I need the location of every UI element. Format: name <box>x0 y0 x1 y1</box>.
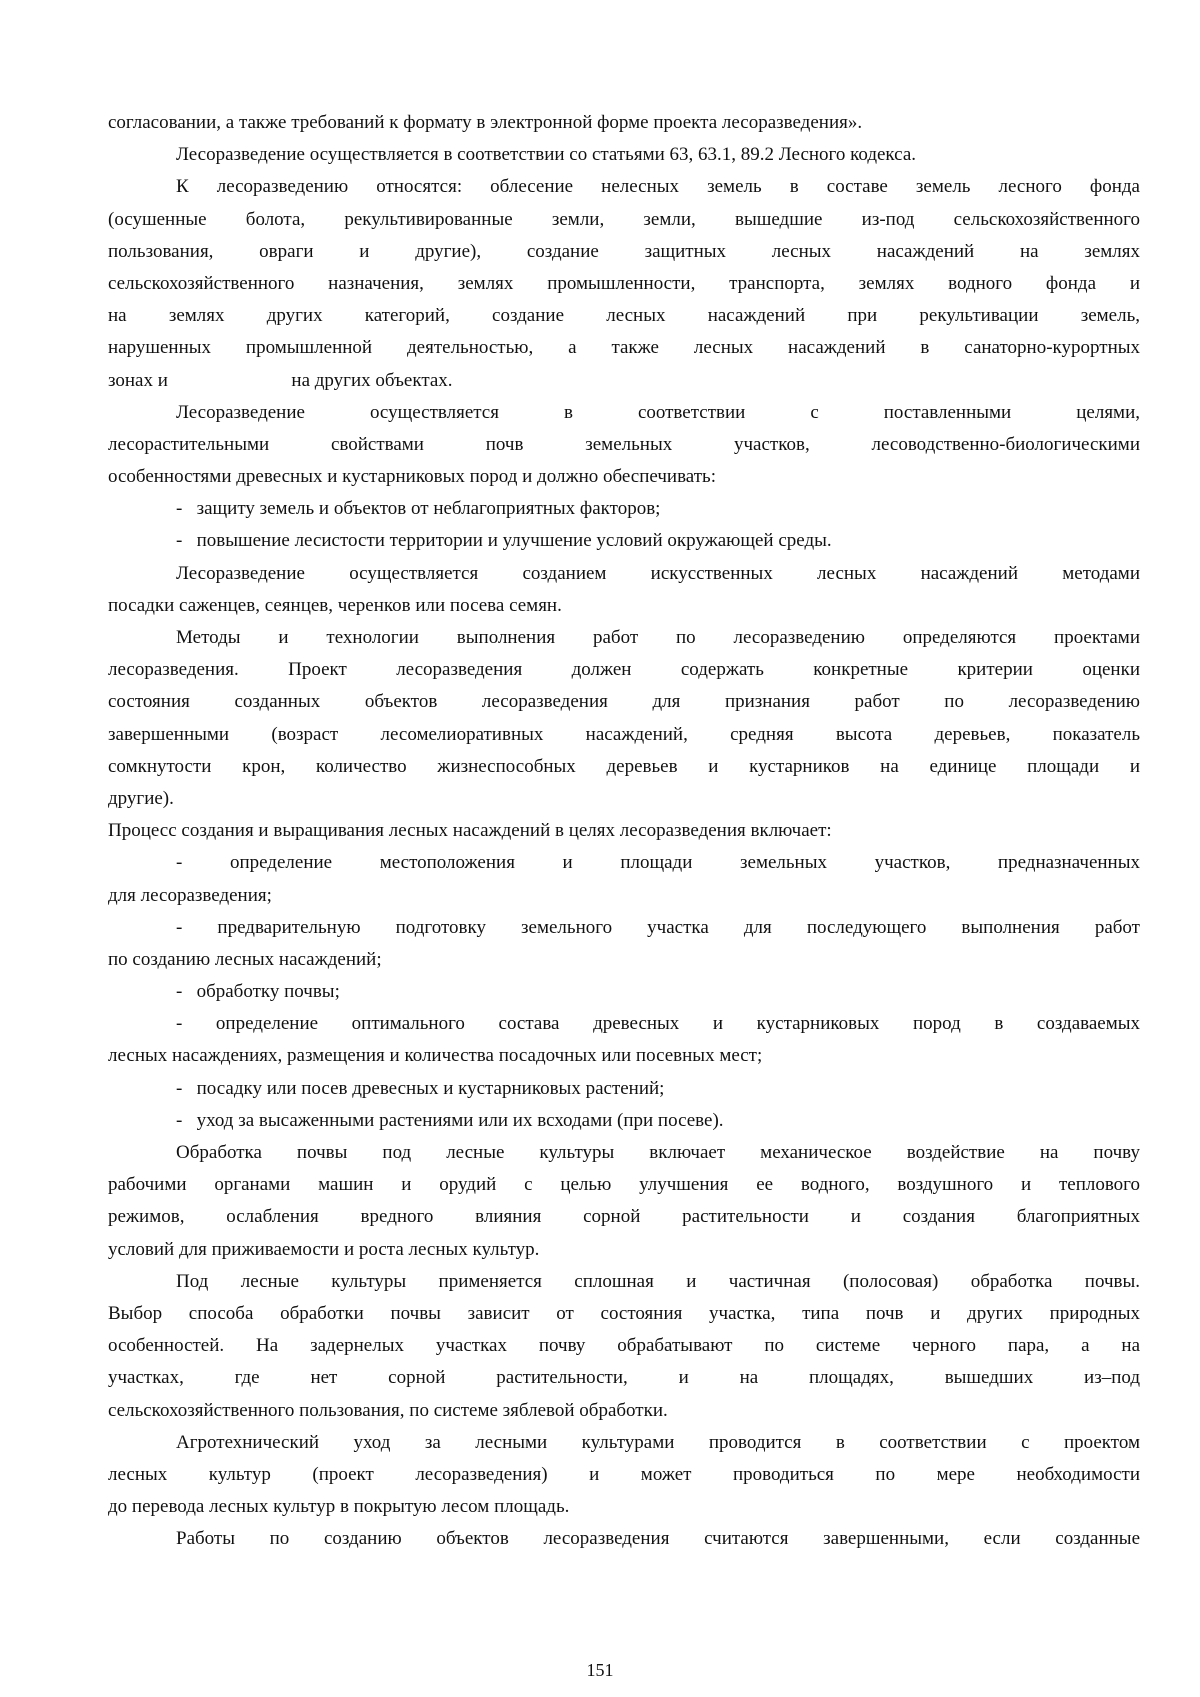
text-line-content: К лесоразведению относятся: облесение нелесных земель в составе земель лесного фонда <box>176 176 1140 198</box>
text-line <box>108 1040 1140 1072</box>
text-line-content: сельскохозяйственного назначения, землях промышленности, транспорта, землях водного фонда и <box>108 272 1140 294</box>
text-line-content: условий для приживаемости и роста лесных культур. <box>108 1238 540 1260</box>
text-line-content: для лесоразведения; <box>108 884 272 906</box>
text-line <box>108 880 1140 912</box>
text-line <box>108 1298 1140 1330</box>
text-line-content: (осушенные болота, рекультивированные земли, земли, вышедшие из-под сельскохозяйственного <box>108 208 1140 230</box>
text-line-content: до перевода лесных культур в покрытую лесом площадь. <box>108 1496 570 1518</box>
text-line <box>108 558 1140 590</box>
text-line-content: согласовании, а также требований к формату в электронной форме проекта лесоразведения». <box>108 112 863 133</box>
text-line-content: особенностей. На задернелых участках почву обрабатывают по системе черного пара, а на <box>108 1335 1140 1357</box>
text-line-content: - определение местоположения и площади земельных участков, предназначенных <box>176 852 1140 874</box>
text-line-content: Процесс создания и выращивания лесных насаждений в целях лесоразведения включает: <box>108 820 832 842</box>
text-line-content: Лесоразведение осуществляется в соответствии со статьями 63, 63.1, 89.2 Лесного кодекса. <box>176 144 917 166</box>
text-line <box>108 847 1140 879</box>
text-line-content: - обработку почвы; <box>176 981 340 1003</box>
text-line-content: завершенными (возраст лесомелиоративных насаждений, средняя высота деревьев, показатель <box>108 723 1140 745</box>
text-line-content: - повышение лесистости территории и улучшение условий окружающей среды. <box>176 530 832 552</box>
text-line-content: - определение оптимального состава древесных и кустарниковых пород в создаваемых <box>176 1013 1140 1035</box>
text-line <box>108 1234 1140 1266</box>
text-line-content: лесных насаждениях, размещения и количества посадочных или посевных мест; <box>108 1045 763 1067</box>
text-line-content: Обработка почвы под лесные культуры включает механическое воздействие на почву <box>176 1142 1140 1163</box>
text-line <box>108 107 1140 139</box>
text-line <box>108 1201 1140 1233</box>
text-line <box>108 1459 1140 1491</box>
text-line <box>108 976 1140 1008</box>
text-line-content: лесоразведения. Проект лесоразведения должен содержать конкретные критерии оценки <box>108 659 1140 681</box>
body-text <box>108 107 1140 1555</box>
text-line-content: Агротехнический уход за лесными культурами проводится в соответствии с проектом <box>176 1431 1140 1453</box>
text-line <box>108 912 1140 944</box>
text-line <box>108 429 1140 461</box>
text-line-content: - посадку или посев древесных и кустарниковых растений; <box>176 1077 665 1099</box>
text-line <box>108 397 1140 429</box>
text-line <box>108 944 1140 976</box>
text-line <box>108 525 1140 557</box>
page-number: 151 <box>586 1660 614 1680</box>
text-line <box>108 751 1140 783</box>
text-line <box>108 1266 1140 1298</box>
text-line <box>108 204 1140 236</box>
text-line-content: Под лесные культуры применяется сплошная и частичная (полосовая) обработка почвы. <box>176 1270 1140 1292</box>
text-line <box>108 686 1140 718</box>
text-line-content: особенностями древесных и кустарниковых пород и должно обеспечивать: <box>108 466 716 488</box>
text-line <box>108 1362 1140 1394</box>
text-line-content: участках, где нет сорной растительности, и на площадях, вышедших из–под <box>108 1367 1140 1389</box>
text-line <box>108 461 1140 493</box>
text-line <box>108 622 1140 654</box>
text-line <box>108 590 1140 622</box>
text-line <box>108 1073 1140 1105</box>
text-line <box>108 1523 1140 1555</box>
text-line <box>108 493 1140 525</box>
text-line <box>108 300 1140 332</box>
text-line-content: посадки саженцев, сеянцев, черенков или посева семян. <box>108 594 562 616</box>
text-line <box>108 1008 1140 1040</box>
text-line <box>108 719 1140 751</box>
text-line <box>108 1137 1140 1169</box>
text-line <box>108 365 1140 397</box>
text-line-content: состояния созданных объектов лесоразведения для признания работ по лесоразведению <box>108 691 1140 713</box>
text-line-content: - предварительную подготовку земельного участка для последующего выполнения работ <box>176 916 1140 938</box>
text-line-content: по созданию лесных насаждений; <box>108 948 382 970</box>
text-line-content: Лесоразведение осуществляется в соответствии с поставленными целями, <box>176 401 1140 423</box>
text-line-content: другие). <box>108 787 174 809</box>
text-line-content: Методы и технологии выполнения работ по лесоразведению определяются проектами <box>176 627 1140 648</box>
text-line <box>108 783 1140 815</box>
text-line <box>108 1395 1140 1427</box>
text-line-content: - защиту земель и объектов от неблагоприятных факторов; <box>176 498 661 520</box>
text-line-content: Работы по созданию объектов лесоразведения считаются завершенными, если созданные <box>176 1528 1140 1550</box>
text-line <box>108 139 1140 171</box>
text-line <box>108 654 1140 686</box>
text-line-content: лесорастительными свойствами почв земельных участков, лесоводственно-биологическими <box>108 433 1140 455</box>
text-line-content: зонах и на других объектах. <box>108 369 453 391</box>
text-line-content: лесных культур (проект лесоразведения) и может проводиться по мере необходимости <box>108 1463 1140 1485</box>
text-line-content: - уход за высаженными растениями или их всходами (при посеве). <box>176 1109 724 1131</box>
text-line <box>108 1105 1140 1137</box>
text-line <box>108 171 1140 203</box>
text-line-content: Лесоразведение осуществляется созданием искусственных лесных насаждений методами <box>176 562 1140 584</box>
text-line <box>108 1427 1140 1459</box>
text-line <box>108 1330 1140 1362</box>
text-line <box>108 236 1140 268</box>
text-line-content: пользования, овраги и другие), создание защитных лесных насаждений на землях <box>108 240 1140 262</box>
text-line-content: сельскохозяйственного пользования, по системе зяблевой обработки. <box>108 1399 668 1421</box>
text-line <box>108 332 1140 364</box>
text-line <box>108 1491 1140 1523</box>
text-line-content: на землях других категорий, создание лесных насаждений при рекультивации земель, <box>108 305 1140 327</box>
text-line <box>108 815 1140 847</box>
text-line-content: рабочими органами машин и орудий с целью улучшения ее водного, воздушного и теплового <box>108 1174 1140 1196</box>
text-line-content: Выбор способа обработки почвы зависит от состояния участка, типа почв и других природных <box>108 1302 1140 1324</box>
text-line-content: режимов, ослабления вредного влияния сорной растительности и создания благоприятных <box>108 1206 1140 1228</box>
text-line-content: нарушенных промышленной деятельностью, а также лесных насаждений в санаторно-курортных <box>108 337 1140 359</box>
text-line <box>108 1169 1140 1201</box>
text-line-content: сомкнутости крон, количество жизнеспособных деревьев и кустарников на единице площади и <box>108 755 1140 777</box>
text-line <box>108 268 1140 300</box>
